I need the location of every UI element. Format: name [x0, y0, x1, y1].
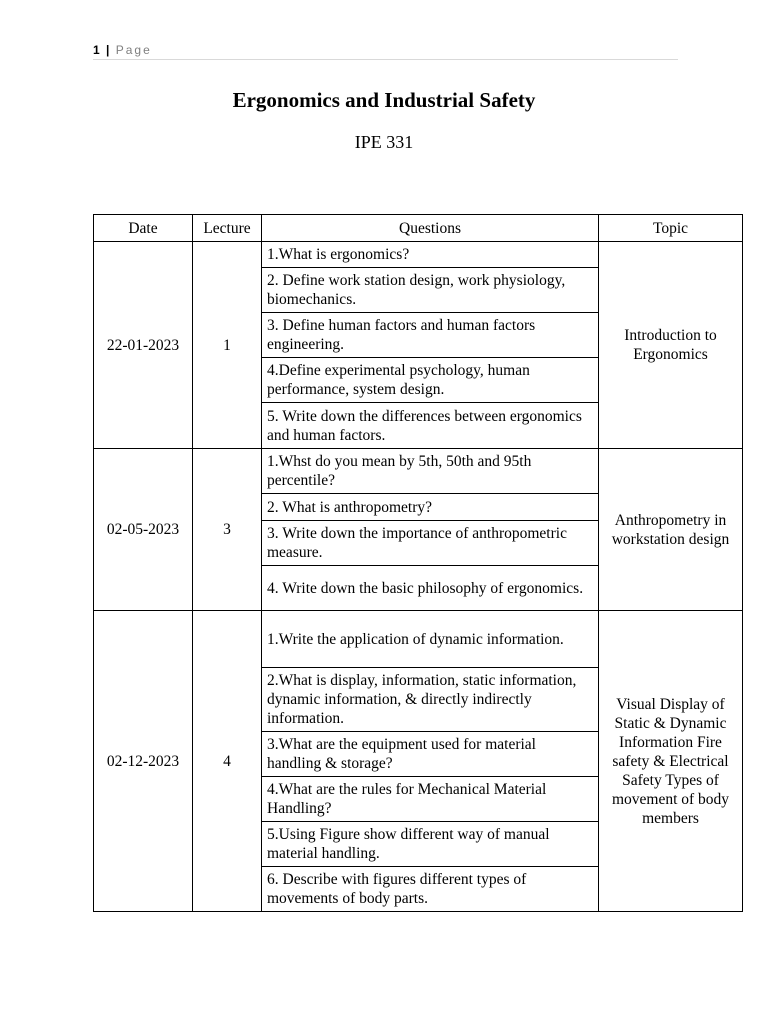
date-cell: 02-12-2023 — [94, 611, 193, 912]
question-cell: 5. Write down the differences between ergonomics and human factors. — [262, 403, 599, 449]
column-header-date: Date — [94, 215, 193, 242]
question-cell: 5.Using Figure show different way of manual material handling. — [262, 822, 599, 867]
question-cell: 4.What are the rules for Mechanical Material Handling? — [262, 777, 599, 822]
lecture-cell: 1 — [193, 242, 262, 449]
question-cell: 6. Describe with figures different types of movements of body parts. — [262, 867, 599, 912]
question-cell: 1.Write the application of dynamic information. — [262, 611, 599, 668]
course-code: IPE 331 — [354, 132, 414, 152]
table-row — [94, 611, 743, 668]
column-header-lecture: Lecture — [193, 215, 262, 242]
lecture-cell: 3 — [193, 449, 262, 611]
question-cell: 1.What is ergonomics? — [262, 242, 599, 268]
date-cell: 22-01-2023 — [94, 242, 193, 449]
question-cell: 4.Define experimental psychology, human performance, system design. — [262, 358, 599, 403]
question-cell: 3. Write down the importance of anthropometric measure. — [262, 521, 599, 566]
topic-cell: Visual Display of Static & Dynamic Information Fire safety & Electrical Safety Types of movement of body members — [599, 611, 743, 912]
question-cell: 3.What are the equipment used for material handling & storage? — [262, 732, 599, 777]
table-header-row — [94, 215, 743, 242]
question-cell: 1.Whst do you mean by 5th, 50th and 95th percentile? — [262, 449, 599, 494]
topic-cell: Introduction to Ergonomics — [599, 242, 743, 449]
lecture-cell: 4 — [193, 611, 262, 912]
page-word: Page — [115, 43, 152, 57]
page-separator: | — [106, 43, 110, 57]
column-header-topic: Topic — [599, 215, 743, 242]
date-cell: 02-05-2023 — [94, 449, 193, 611]
question-cell: 2. Define work station design, work physiology, biomechanics. — [262, 268, 599, 313]
question-cell: 2.What is display, information, static information, dynamic information, & directly indirectly information. — [262, 668, 599, 732]
document-title: Ergonomics and Industrial Safety — [232, 88, 536, 112]
column-header-questions: Questions — [262, 215, 599, 242]
topic-cell: Anthropometry in workstation design — [599, 449, 743, 611]
table-row — [94, 449, 743, 494]
question-cell: 4. Write down the basic philosophy of ergonomics. — [262, 566, 599, 611]
table-row — [94, 242, 743, 268]
question-cell: 3. Define human factors and human factors engineering. — [262, 313, 599, 358]
page-number: 1 — [93, 43, 100, 57]
question-table — [93, 214, 743, 912]
question-cell: 2. What is anthropometry? — [262, 494, 599, 521]
page-header — [93, 43, 678, 60]
